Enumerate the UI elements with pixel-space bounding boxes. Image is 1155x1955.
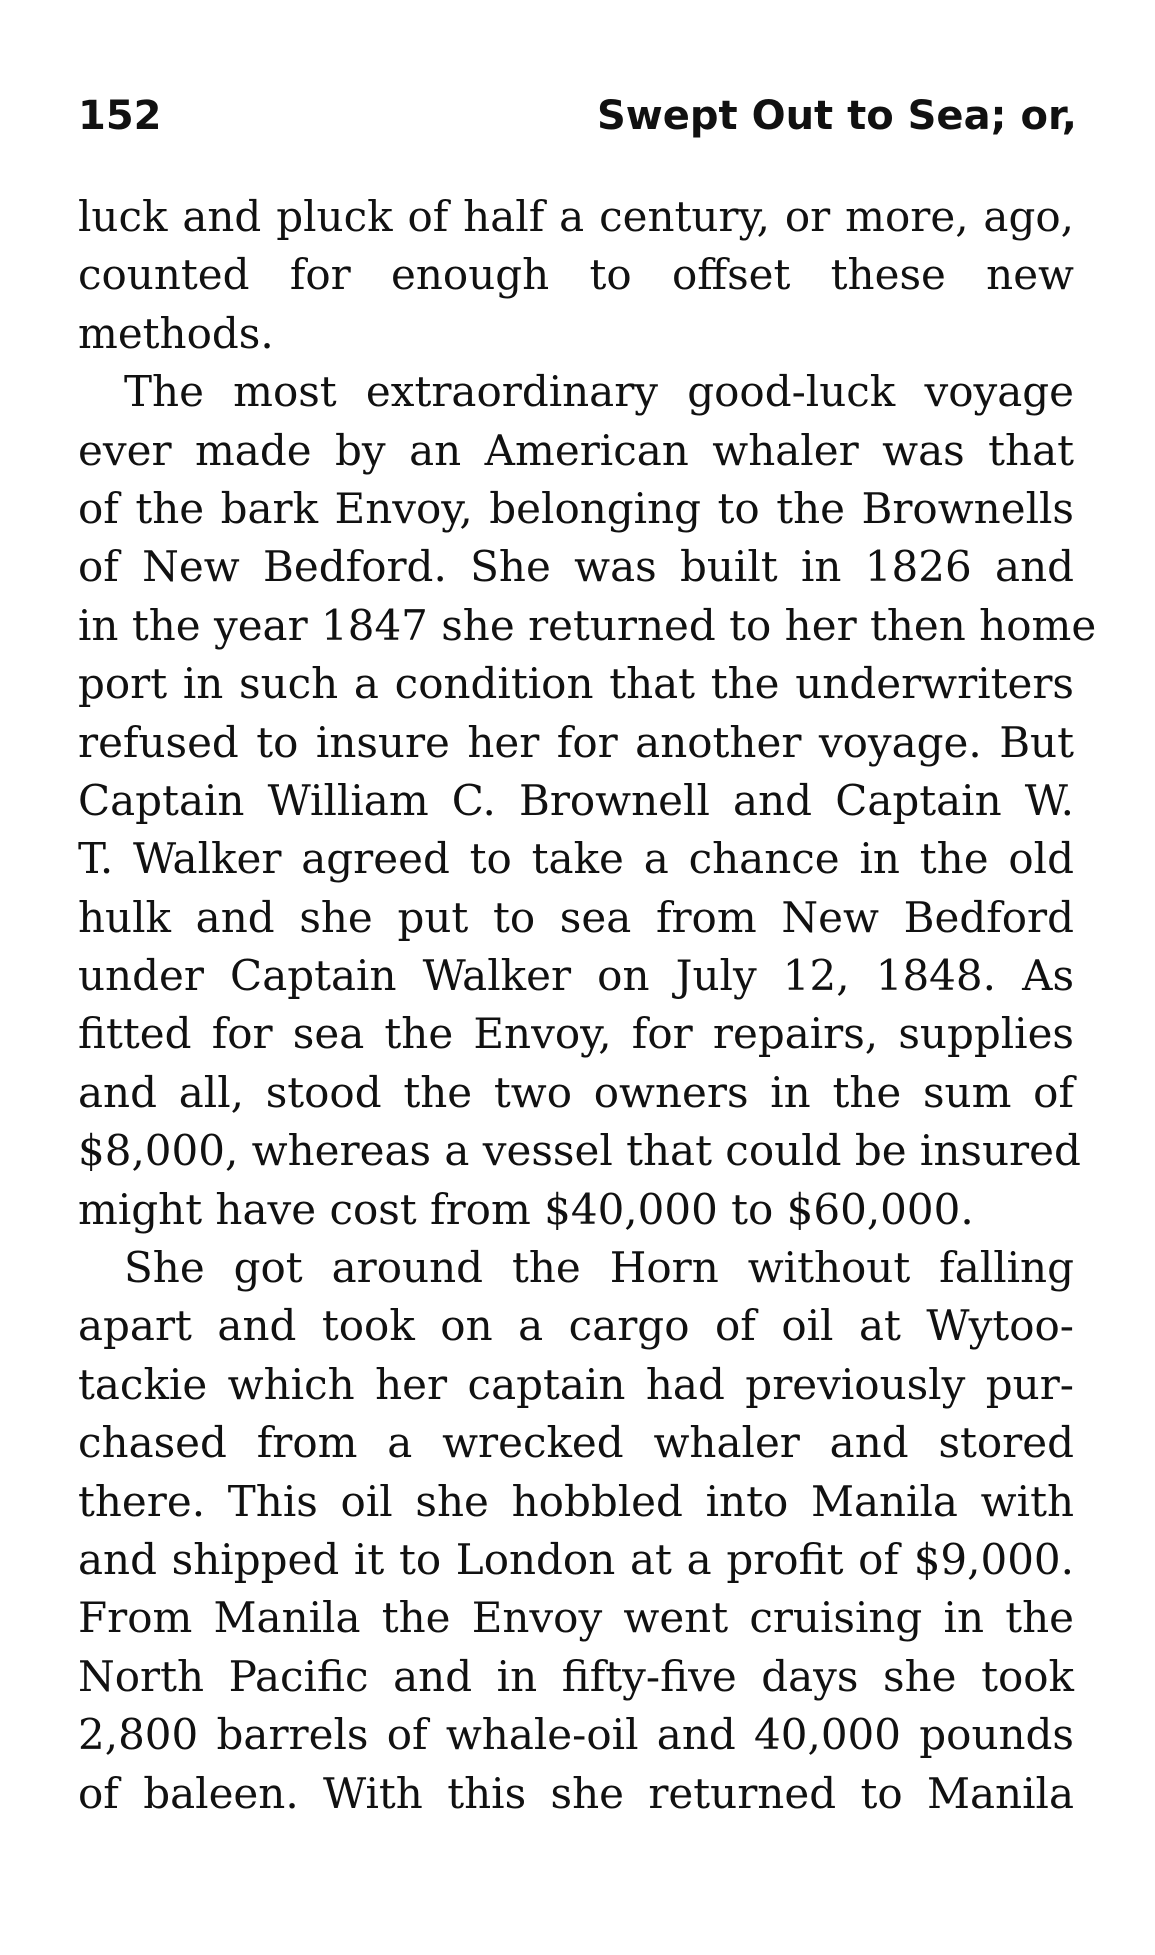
text-line: of baleen. With this she returned to Manila [78,1768,1074,1818]
text-line: 2,800 barrels of whale-oil and 40,000 pounds [78,1710,1074,1760]
text-line: refused to insure her for another voyage. But [78,717,1074,767]
text-line: fitted for sea the Envoy, for repairs, supplies [78,1009,1074,1059]
text-line: might have cost from $40,000 to $60,000. [78,1184,974,1234]
body-text [78,188,1097,1823]
text-line: hulk and she put to sea from New Bedford [78,892,1074,942]
text-line: Captain William C. Brownell and Captain W. [78,775,1074,825]
page-header [78,88,1077,144]
text-line: counted for enough to offset these new [78,250,1074,300]
text-line: apart and took on a cargo of oil at Wytoo- [78,1301,1074,1351]
text-line: and shipped it to London at a profit of $9,000. [78,1534,1074,1584]
text-line: chased from a wrecked whaler and stored [78,1418,1074,1468]
text-line: From Manila the Envoy went cruising in the [78,1593,1074,1643]
page-number: 152 [78,93,162,139]
text-line: there. This oil she hobbled into Manila with [78,1476,1074,1526]
text-line: methods. [78,308,274,358]
text-line: The most extraordinary good-luck voyage [124,367,1074,417]
text-line: port in such a condition that the underwriters [78,659,1074,709]
paragraph [78,1239,1074,1823]
text-line: of New Bedford. She was built in 1826 and [78,542,1074,592]
text-line: under Captain Walker on July 12, 1848. As [78,951,1074,1001]
text-line: luck and pluck of half a century, or more, ago, [78,192,1074,241]
text-line: of the bark Envoy, belonging to the Brownells [78,483,1074,533]
text-line: She got around the Horn without falling [124,1243,1074,1293]
paragraph [78,188,1074,363]
running-title: Swept Out to Sea; or, [597,93,1077,139]
text-line: tackie which her captain had previously pur- [78,1359,1074,1409]
text-line: T. Walker agreed to take a chance in the old [78,834,1074,884]
text-line: in the year 1847 she returned to her then home [78,600,1097,650]
text-line: ever made by an American whaler was that [78,425,1074,475]
paragraph [78,363,1097,1239]
text-line: $8,000, whereas a vessel that could be insured [78,1126,1081,1176]
text-line: and all, stood the two owners in the sum of [78,1067,1074,1117]
text-line: North Pacific and in fifty-five days she took [78,1651,1074,1701]
